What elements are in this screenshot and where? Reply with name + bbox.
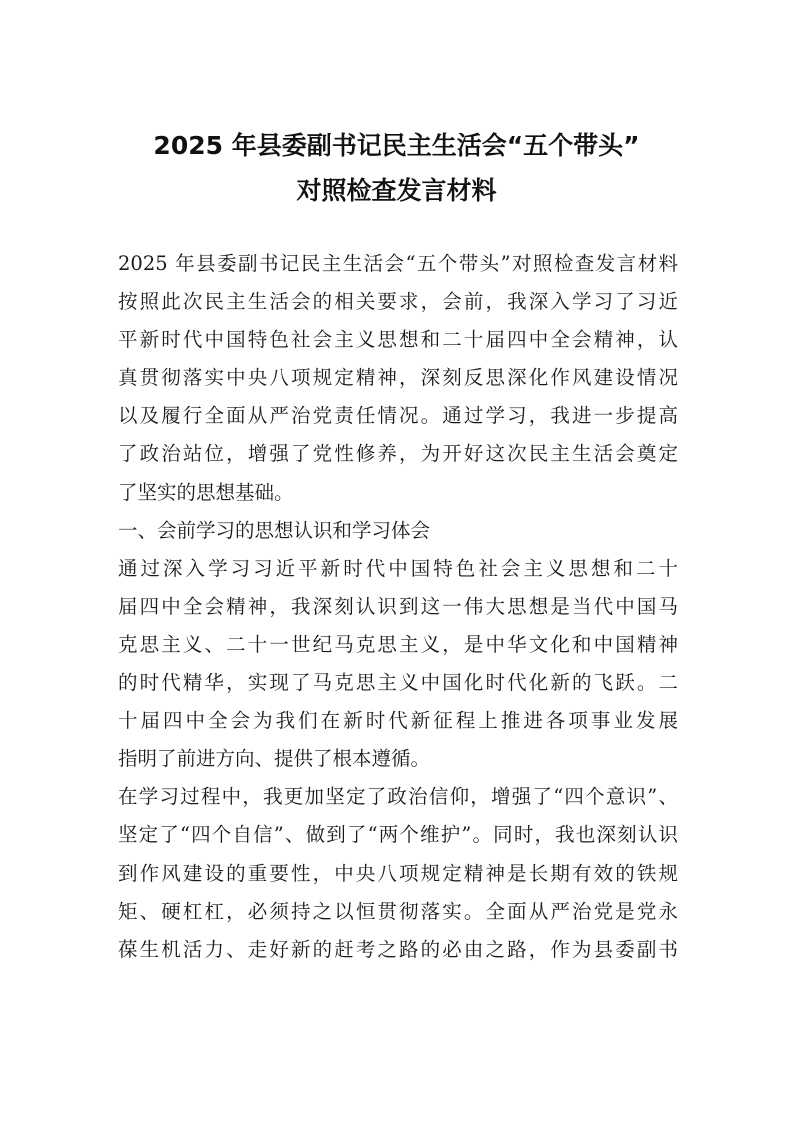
body-line: 指明了前进方向、提供了根本遵循。 bbox=[118, 747, 431, 771]
body-line: 的时代精华，实现了马克思主义中国化时代化新的飞跃。二 bbox=[118, 671, 678, 695]
body-line: 坚定了“四个自信”、做到了“两个维护”。同时，我也深刻认识 bbox=[118, 823, 678, 847]
document-body bbox=[118, 245, 678, 969]
body-line: 届四中全会精神，我深刻认识到这一伟大思想是当代中国马 bbox=[118, 594, 678, 618]
body-line: 在学习过程中，我更加坚定了政治信仰，增强了“四个意识”、 bbox=[118, 785, 678, 809]
body-line: 按照此次民主生活会的相关要求，会前，我深入学习了习近 bbox=[118, 290, 678, 314]
body-line: 真贯彻落实中央八项规定精神，深刻反思深化作风建设情况 bbox=[118, 366, 678, 390]
body-line: 克思主义、二十一世纪马克思主义，是中华文化和中国精神 bbox=[118, 632, 678, 656]
body-line: 通过深入学习习近平新时代中国特色社会主义思想和二十 bbox=[118, 556, 678, 580]
document-title-line-2: 对照检查发言材料 bbox=[296, 176, 497, 205]
section-heading: 一、会前学习的思想认识和学习体会 bbox=[118, 518, 431, 542]
body-line: 葆生机活力、走好新的赶考之路的必由之路，作为县委副书 bbox=[118, 937, 678, 961]
body-line: 2025 年县委副书记民主生活会“五个带头”对照检查发言材料 bbox=[118, 252, 678, 275]
body-line: 以及履行全面从严治党责任情况。通过学习，我进一步提高 bbox=[118, 404, 678, 428]
document-title-line-1: 2025 年县委副书记民主生活会“五个带头” bbox=[153, 131, 640, 160]
body-line: 矩、硬杠杠，必须持之以恒贯彻落实。全面从严治党是党永 bbox=[118, 899, 678, 923]
body-line: 平新时代中国特色社会主义思想和二十届四中全会精神，认 bbox=[118, 328, 678, 352]
body-line: 了政治站位，增强了党性修养，为开好这次民主生活会奠定 bbox=[118, 442, 678, 466]
body-line: 了坚实的思想基础。 bbox=[118, 480, 294, 504]
body-line: 到作风建设的重要性，中央八项规定精神是长期有效的铁规 bbox=[118, 861, 678, 885]
body-line: 十届四中全会为我们在新时代新征程上推进各项事业发展 bbox=[118, 709, 678, 733]
